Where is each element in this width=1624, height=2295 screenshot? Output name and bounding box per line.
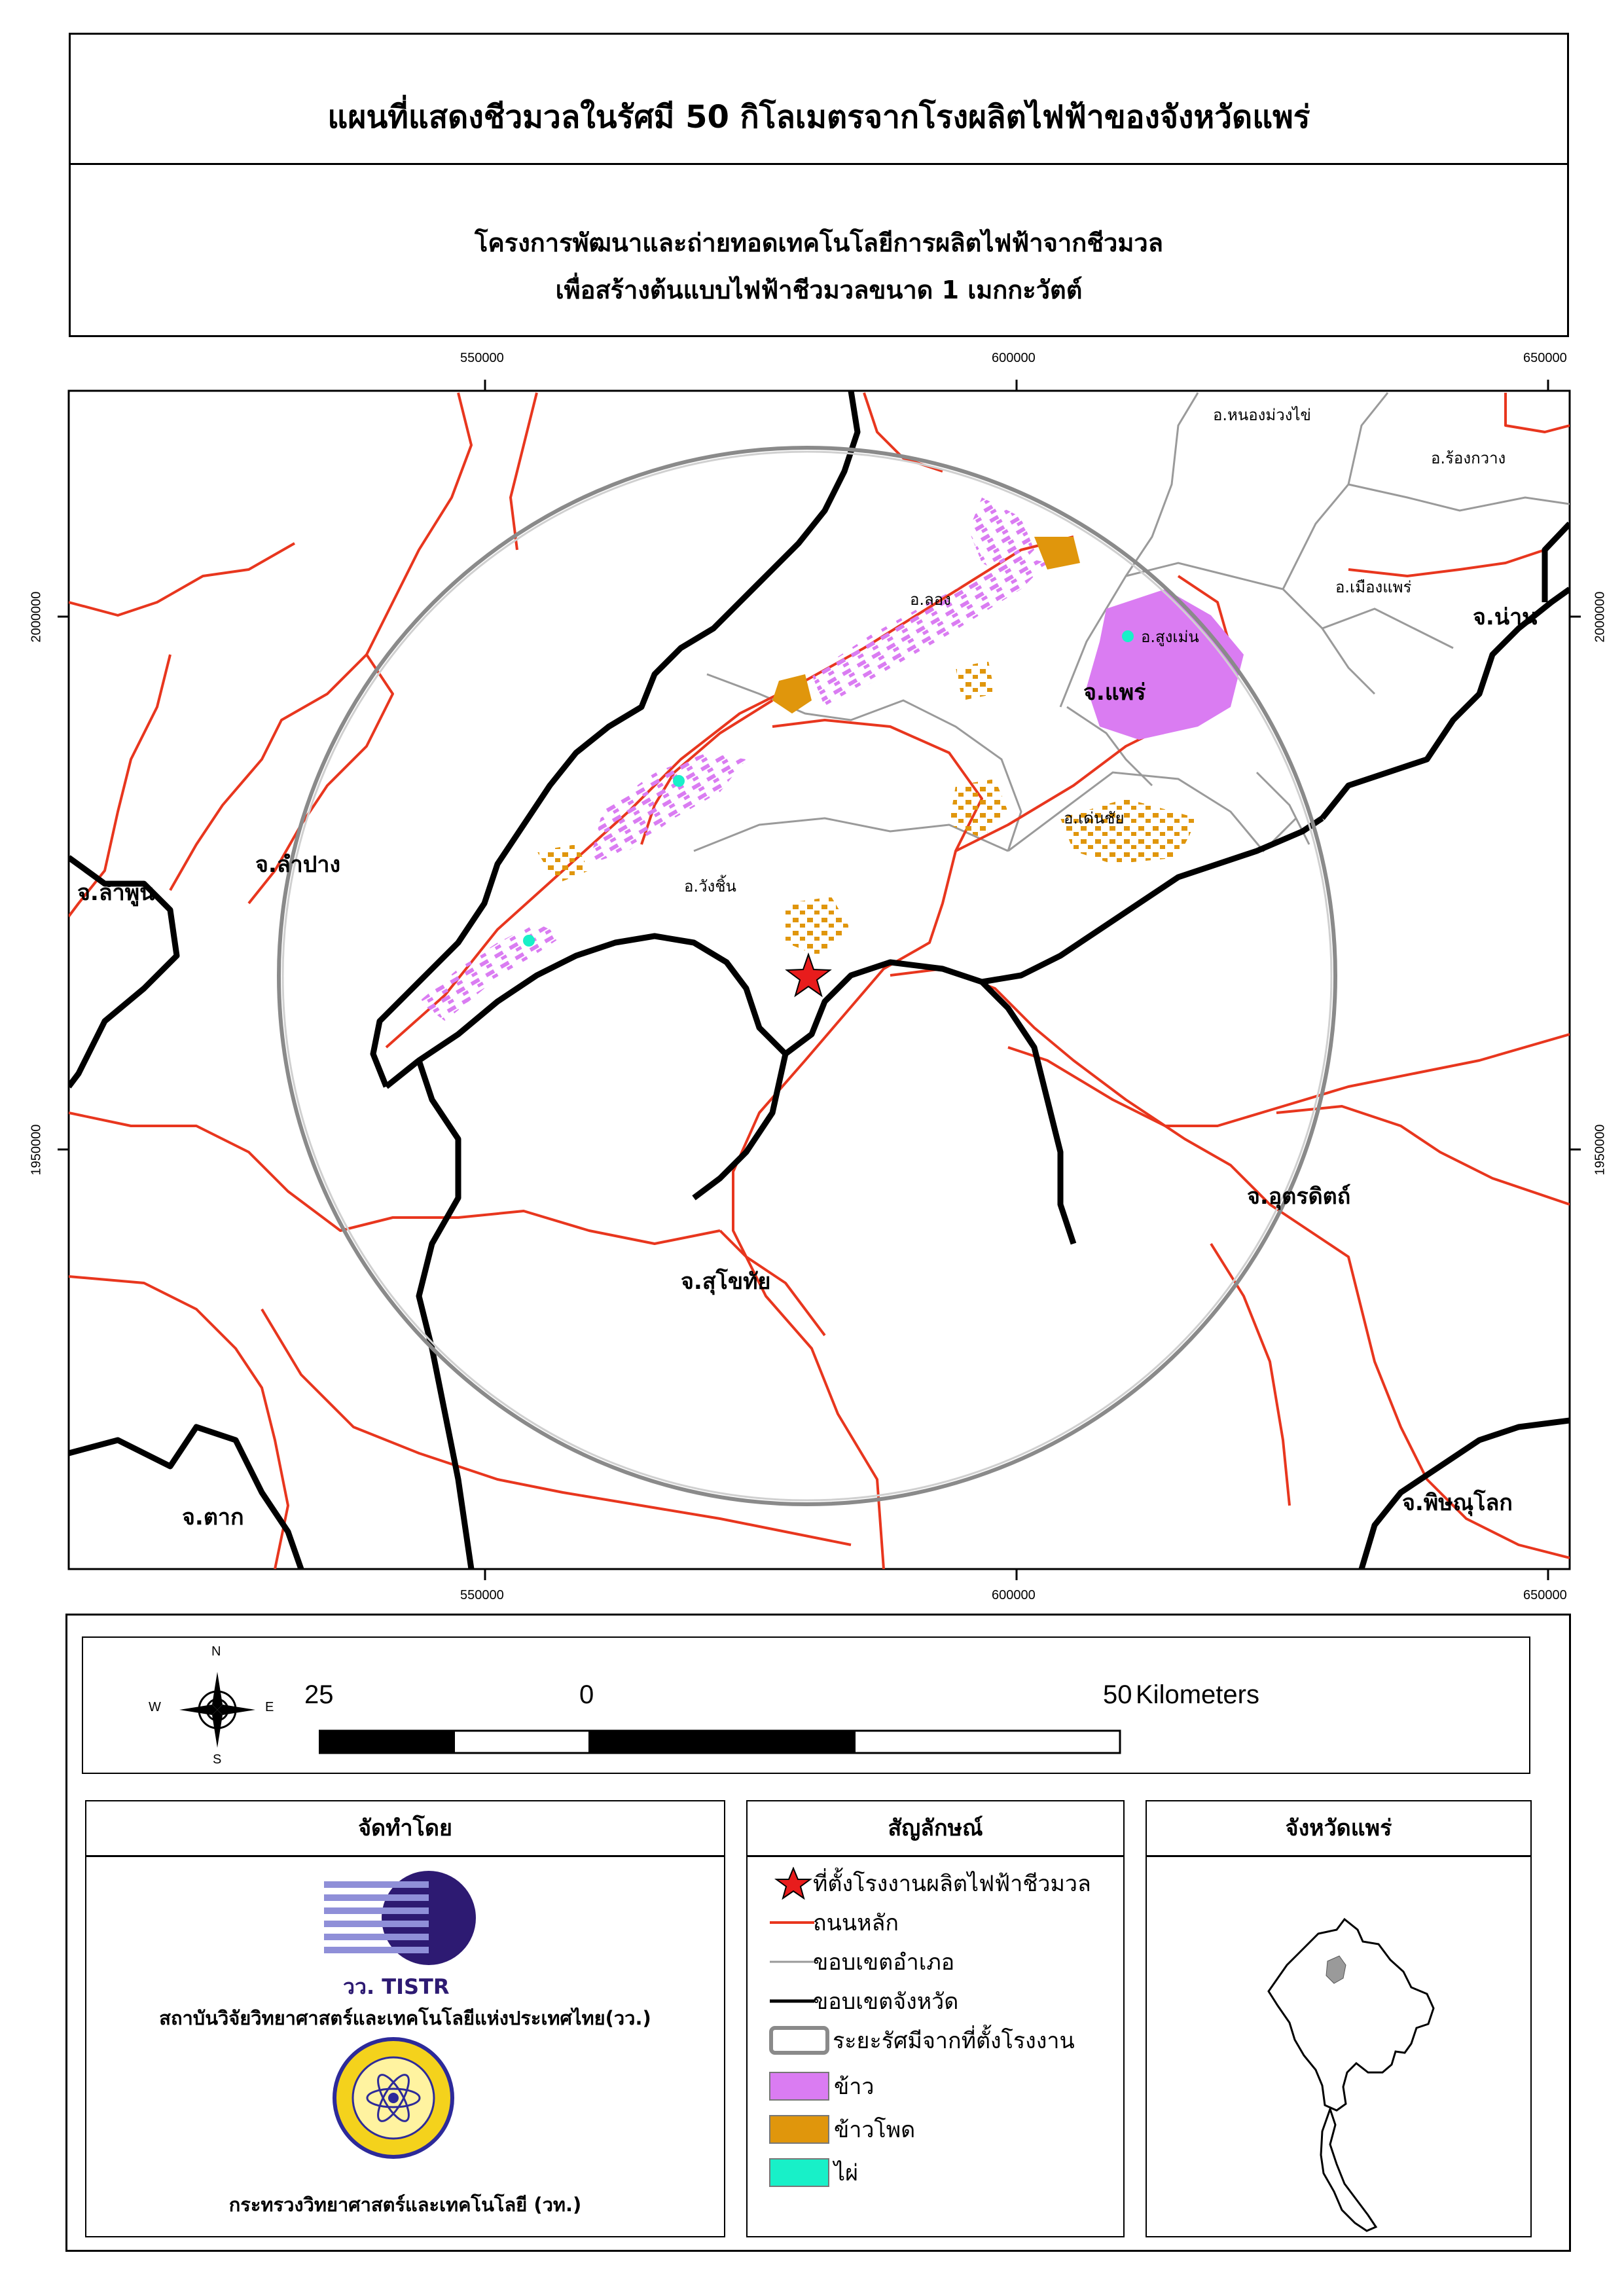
locator-heading: จังหวัดแพร่ [1147, 1801, 1530, 1857]
scale-segment [319, 1731, 455, 1753]
label-province-tak: จ.ตาก [182, 1504, 244, 1530]
compass-west: W [149, 1700, 161, 1714]
subtitle-line-2: เพื่อสร้างต้นแบบไฟฟ้าชีวมวลขนาด 1 เมกกะวัตต์ [555, 276, 1083, 304]
y-tick-right-2000000: 2000000 [1593, 591, 1608, 643]
label-province-phrae: จ.แพร่ [1083, 679, 1146, 706]
star-icon [776, 1868, 810, 1898]
legend-label-corn: ข้าวโพด [834, 2117, 916, 2143]
label-district-rong-kwang: อ.ร้องกวาง [1431, 449, 1506, 467]
buffer-box [771, 2028, 827, 2053]
rice-swatch [770, 2072, 829, 2100]
label-province-uttaradit: จ.อุตรดิตถ์ [1247, 1184, 1351, 1210]
legend-label-road: ถนนหลัก [813, 1910, 899, 1936]
subtitle-line-1: โครงการพัฒนาและถ่ายทอดเทคโนโลยีการผลิตไฟฟ้าจากชีวมวล [474, 228, 1164, 257]
tistr-logo-text: วว. TISTR [343, 1974, 450, 1999]
legend-item-corn [767, 2113, 915, 2146]
label-district-wang-chin: อ.วังชิ้น [684, 877, 736, 895]
map-frame [69, 391, 1570, 1569]
corn-swatch [770, 2116, 829, 2143]
legend-label-district: ขอบเขตอำเภอ [813, 1949, 955, 1976]
label-province-nan: จ.น่าน [1473, 604, 1538, 630]
scale-bar [319, 1729, 1130, 1758]
scale-label-50: 50 [1103, 1680, 1132, 1709]
scale-bar-box [82, 1636, 1530, 1774]
bamboo-point [1122, 630, 1134, 642]
label-district-nong-muang-khai: อ.หนองม่วงไข่ [1213, 406, 1311, 424]
scale-unit: Kilometers [1136, 1680, 1259, 1709]
x-tick-bottom-600000: 600000 [992, 1588, 1036, 1602]
corn-area [956, 661, 995, 700]
ministry-seal-icon [331, 2036, 456, 2160]
bamboo-point [523, 935, 535, 947]
legend-item-rice [767, 2070, 874, 2103]
legend-label-rice: ข้าว [834, 2074, 875, 2100]
legend-item-bamboo [767, 2156, 858, 2189]
bamboo-swatch [770, 2159, 829, 2186]
legend-item-province [767, 1985, 958, 2017]
compass-east: E [265, 1700, 274, 1714]
legend-label-buffer: ระยะรัศมีจากที่ตั้งโรงงาน [833, 2028, 1075, 2054]
legend-item-buffer [767, 2024, 1075, 2057]
legend-heading: สัญลักษณ์ [748, 1801, 1123, 1857]
y-tick-left-2000000: 2000000 [29, 591, 44, 643]
thailand-locator-map [1147, 1856, 1533, 2236]
label-province-sukhothai: จ.สุโขทัย [681, 1269, 771, 1295]
map-title: แผนที่แสดงชีวมวลในรัศมี 50 กิโลเมตรจากโรงผลิตไฟฟ้าของจังหวัดแพร่ [327, 99, 1310, 136]
thailand-south-peninsula [1321, 2109, 1376, 2231]
tistr-logo-icon [321, 1867, 491, 1978]
scale-label-25: 25 [304, 1680, 334, 1709]
bamboo-point [673, 775, 685, 787]
label-province-lamphun: จ.ลำพูน [77, 880, 155, 906]
legend-item-road [767, 1906, 899, 1939]
label-district-mueang-phrae: อ.เมืองแพร่ [1335, 578, 1412, 596]
legend-item-plant [767, 1867, 1091, 1900]
x-tick-top-550000: 550000 [460, 351, 504, 365]
label-province-phitsanulok: จ.พิษณุโลก [1402, 1490, 1513, 1516]
compass-south: S [213, 1752, 222, 1767]
y-tick-left-1950000: 1950000 [29, 1124, 44, 1176]
legend-label-plant: ที่ตั้งโรงงานผลิตไฟฟ้าชีวมวล [813, 1871, 1091, 1897]
x-tick-bottom-650000: 650000 [1523, 1588, 1567, 1602]
label-district-den-chai: อ.เด่นชัย [1064, 809, 1125, 827]
locator-panel [1146, 1800, 1532, 2237]
label-province-lampang: จ.ลำปาง [255, 852, 341, 878]
legend-label-bamboo: ไผ่ [834, 2160, 859, 2186]
legend-panel [746, 1800, 1125, 2237]
scale-label-0: 0 [579, 1680, 594, 1709]
x-tick-bottom-550000: 550000 [460, 1588, 504, 1602]
compass-north: N [211, 1644, 221, 1659]
thailand-outline [1269, 1919, 1434, 2110]
scale-segment [588, 1731, 856, 1753]
org2-name: กระทรวงวิทยาศาสตร์และเทคโนโลยี (วท.) [228, 2194, 582, 2216]
legend-label-province: ขอบเขตจังหวัด [813, 1989, 959, 2015]
x-tick-top-650000: 650000 [1523, 351, 1567, 365]
org1-name: สถาบันวิจัยวิทยาศาสตร์และเทคโนโลยีแห่งประเทศไทย(วว.) [159, 2007, 651, 2029]
credits-heading: จัดทำโดย [86, 1801, 724, 1857]
credits-panel [85, 1800, 725, 2237]
y-tick-right-1950000: 1950000 [1593, 1124, 1608, 1176]
label-district-sung-men: อ.สูงเม่น [1141, 628, 1199, 646]
legend-item-district [767, 1945, 954, 1978]
label-district-long: อ.ลอง [910, 590, 951, 609]
x-tick-top-600000: 600000 [992, 351, 1036, 365]
